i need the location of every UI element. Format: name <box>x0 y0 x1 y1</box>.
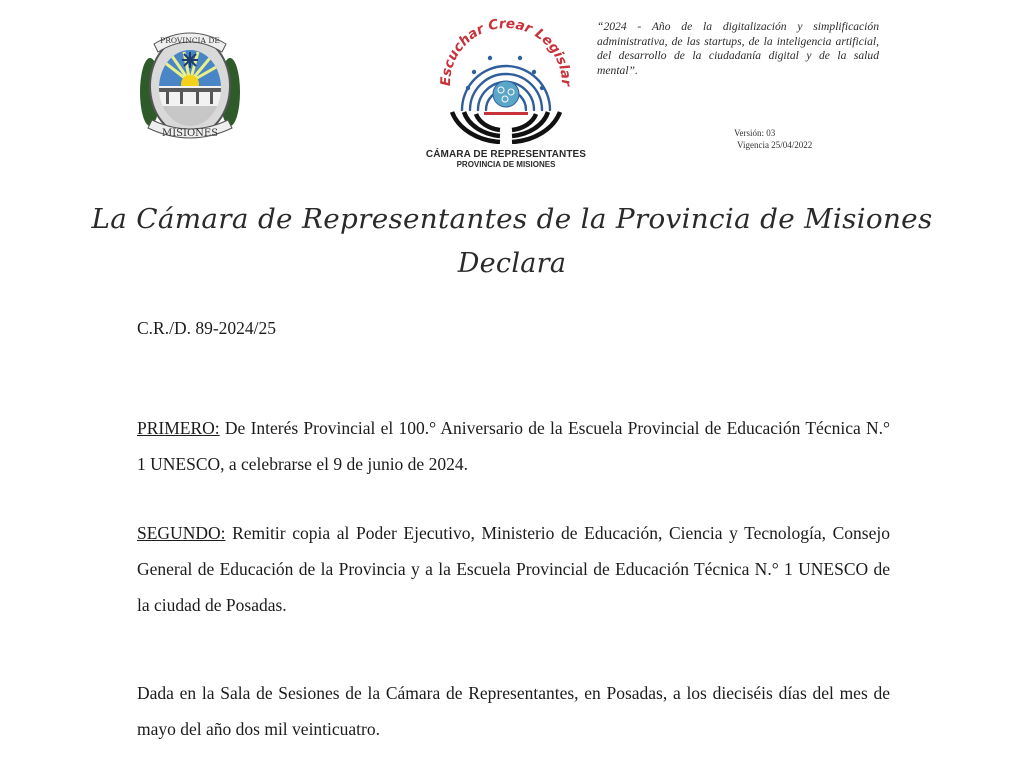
article-primero <box>137 410 890 482</box>
article-text: De Interés Provincial el 100.° Aniversario de la Escuela Provincial de Educación Técnica N.° 1 UNESCO, a celebrarse el 9 de junio de 2024. <box>137 418 890 474</box>
camara-de-representantes-logo-icon <box>434 14 574 144</box>
article-label: PRIMERO: <box>137 418 220 438</box>
vigencia-label: Vigencia 25/04/2022 <box>737 140 813 150</box>
document-title: La Cámara de Representantes de la Provincia de Misiones <box>91 204 933 235</box>
logo-arc-text: Escuchar Crear Legislar <box>437 15 574 87</box>
year-motto: “2024 - Año de la digitalización y simplificación administrativa, de las startups, de la inteligencia artificial, del desarrollo de la ciudadanía digital y de la salud mental”. <box>597 20 879 77</box>
provincia-de-misiones-seal-icon <box>136 22 244 146</box>
article-segundo <box>137 515 890 623</box>
seal-text-bottom: MISIONES <box>161 128 219 139</box>
logo-caption-camara: CÁMARA DE REPRESENTANTES <box>425 149 587 160</box>
version-label: Versión: 03 <box>734 128 776 138</box>
closing-statement: Dada en la Sala de Sesiones de la Cámara de Representantes, en Posadas, a los dieciséis días del mes de mayo del año dos mil veinticuatro. <box>137 683 890 739</box>
reference-number: C.R./D. 89-2024/25 <box>137 318 277 338</box>
svg-text:Escuchar Crear Legislar <box>438 16 574 88</box>
logo-caption-provincia: PROVINCIA DE MISIONES <box>456 160 556 169</box>
seal-text-top: PROVINCIA DE <box>160 36 220 45</box>
article-label: SEGUNDO: <box>137 523 226 543</box>
article-text: Remitir copia al Poder Ejecutivo, Ministerio de Educación, Ciencia y Tecnología, Consejo General de Educación de la Provincia y a la Escuela Provincial de Educación Técnica N.° 1 UNESCO de la ciudad de Posadas. <box>137 523 890 615</box>
document-title-declara: Declara <box>457 248 567 279</box>
